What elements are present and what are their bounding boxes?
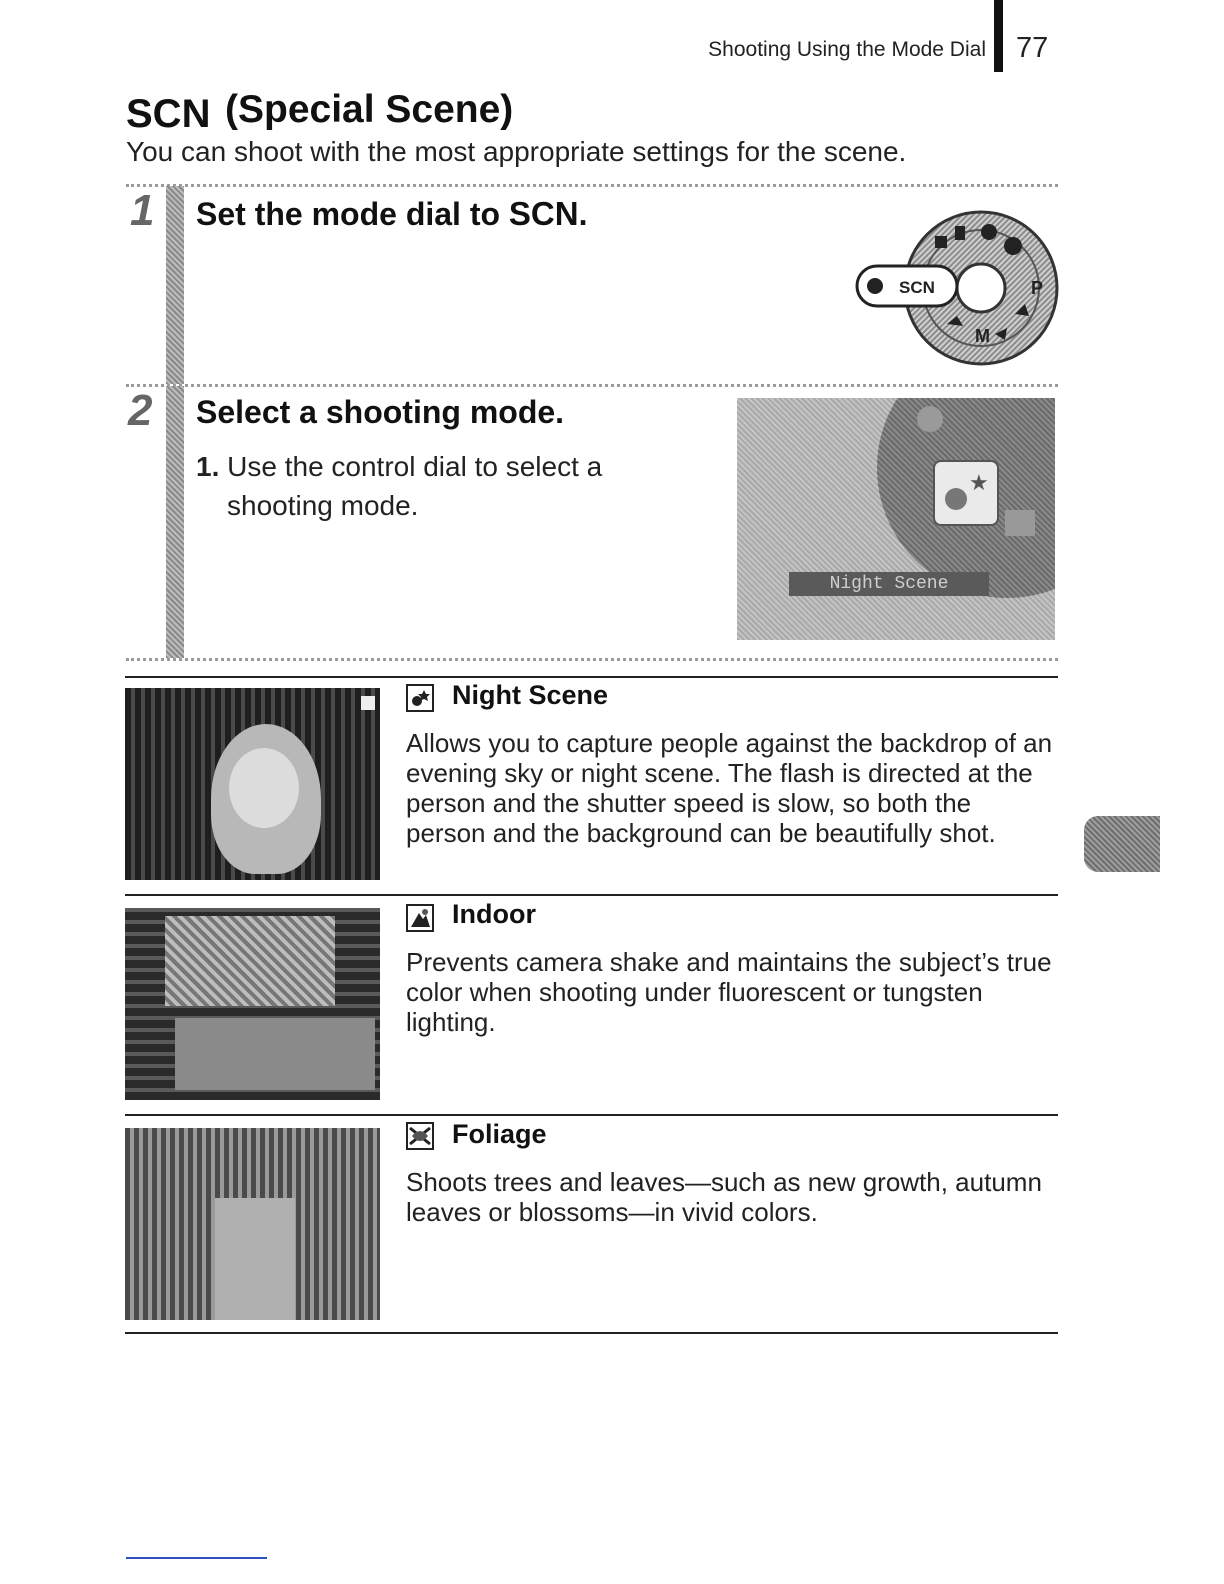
dial-label-p: P	[1031, 278, 1044, 298]
dial-label-m: M	[975, 326, 990, 346]
indoor-icon	[406, 904, 434, 932]
scene-title-indoor: Indoor	[452, 899, 536, 929]
lcd-mode-symbol	[917, 406, 943, 432]
lcd-screen-illustration	[737, 398, 1055, 640]
substep-1-line2: shooting mode.	[227, 490, 419, 521]
lcd-mode-symbol	[1005, 510, 1035, 536]
scene-description-indoor: Prevents camera shake and maintains the subject’s true color when shooting under fluorescent or tungsten lighting.	[406, 947, 1052, 1037]
page-number: 77	[1016, 32, 1049, 64]
lcd-night-scene-icon: ★	[933, 460, 999, 526]
scene-divider	[125, 1114, 1058, 1116]
step-2-bar	[166, 386, 184, 658]
foliage-thumbnail	[125, 1128, 380, 1320]
step-1-title-text: Set the mode dial to	[196, 196, 501, 232]
header-divider-bar	[994, 0, 1003, 72]
scene-description-night-scene: Allows you to capture people against the backdrop of an evening sky or night scene. The flash is directed at the person and the shutter speed is slow, so both the person and the background can be beautifully shot.	[406, 728, 1053, 848]
running-header: Shooting Using the Mode Dial	[708, 38, 986, 61]
scene-divider	[125, 1332, 1058, 1334]
step-2-number: 2	[128, 386, 153, 435]
step-1-scn-glyph: SCN	[508, 195, 579, 232]
dial-label-selected: SCN	[899, 278, 935, 297]
chapter-thumb-tab	[1084, 816, 1160, 872]
step-2-title: Select a shooting mode.	[196, 394, 565, 430]
dotted-divider	[126, 384, 1058, 387]
step-1-bar	[166, 186, 184, 384]
scene-divider	[125, 894, 1058, 896]
section-title: (Special Scene)	[225, 88, 514, 131]
substep-1-line1: Use the control dial to select a	[227, 451, 603, 482]
mode-dial-illustration	[855, 196, 1061, 376]
scene-title-foliage: Foliage	[452, 1119, 547, 1149]
scene-description-foliage: Shoots trees and leaves—such as new growth, autumn leaves or blossoms—in vivid colors.	[406, 1167, 1042, 1227]
substep-1	[196, 447, 666, 525]
foliage-icon	[406, 1122, 434, 1150]
scn-mode-glyph: SCN	[126, 92, 211, 136]
step-1-number: 1	[130, 186, 155, 235]
lcd-mode-label: Night Scene	[789, 572, 989, 596]
night-scene-icon	[406, 684, 434, 712]
night-scene-thumbnail	[125, 688, 380, 880]
scene-divider	[125, 676, 1058, 678]
step-1-title	[196, 195, 588, 233]
scene-title-night-scene: Night Scene	[452, 680, 609, 710]
indoor-thumbnail	[125, 908, 380, 1100]
substep-1-number: 1.	[196, 451, 220, 482]
footer-rule	[126, 1557, 267, 1559]
dotted-divider	[126, 184, 1058, 187]
step-1-title-suffix: .	[578, 196, 588, 232]
section-intro: You can shoot with the most appropriate settings for the scene.	[126, 136, 907, 167]
dotted-divider	[126, 658, 1058, 661]
